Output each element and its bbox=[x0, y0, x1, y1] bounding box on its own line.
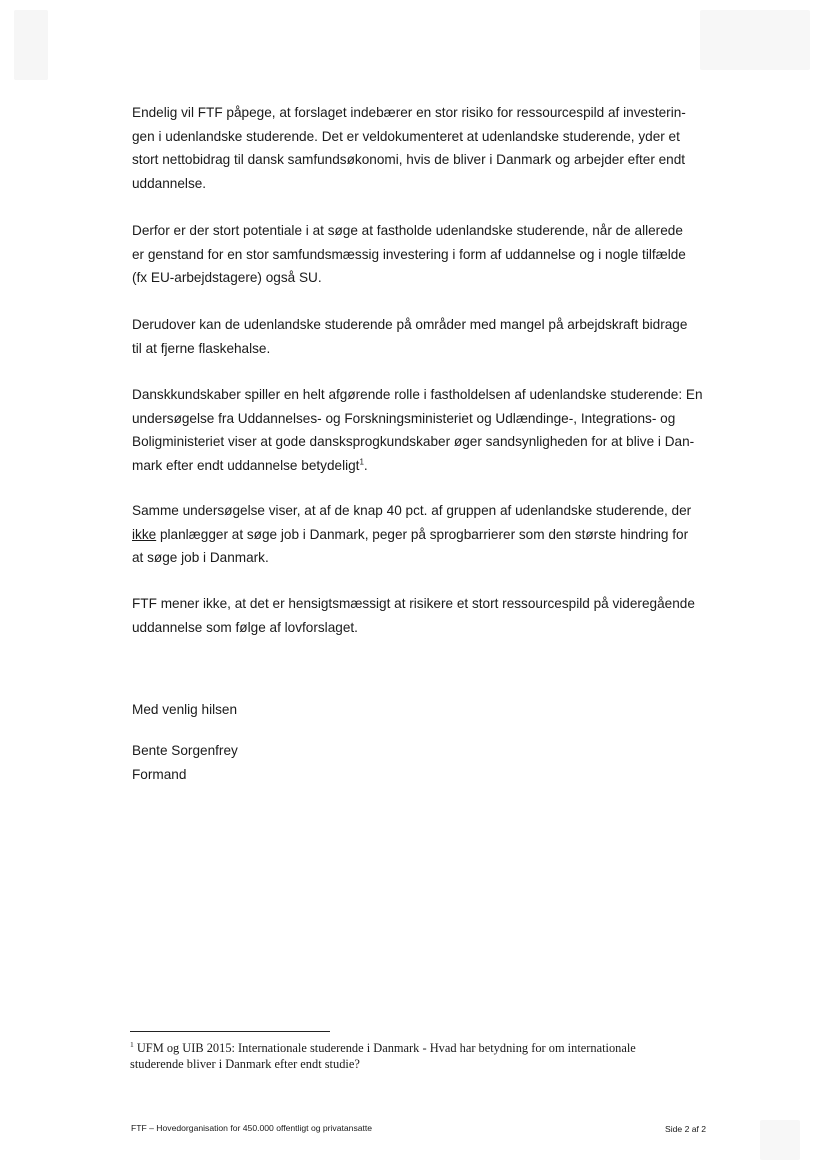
scan-artifact-top-right bbox=[700, 10, 810, 70]
text-fragment: planlægger at søge job i Danmark, peger på sprogbarrierer som den største hindring for bbox=[156, 526, 689, 542]
closing-greeting: Med venlig hilsen bbox=[132, 702, 238, 717]
footer-organization: FTF – Hovedorganisation for 450.000 offentligt og privatansatte bbox=[131, 1123, 373, 1133]
text-line: Derudover kan de udenlandske studerende på områder med mangel på arbejdskraft bidrage bbox=[132, 317, 688, 332]
text-line: (fx EU-arbejdstagere) også SU. bbox=[132, 270, 322, 286]
text-line: Endelig vil FTF påpege, at forslaget indebærer en stor risiko for ressourcespild af investerin- bbox=[132, 105, 686, 120]
text-line: FTF mener ikke, at det er hensigtsmæssigt at risikere et stort ressourcespild på videregående bbox=[132, 596, 695, 611]
signatory-name: Bente Sorgenfrey bbox=[132, 743, 238, 758]
text-line: stort nettobidrag til dansk samfundsøkonomi, hvis de bliver i Danmark og arbejder efter endt bbox=[132, 152, 686, 168]
scan-artifact-top-left bbox=[14, 10, 48, 80]
paragraph-conclusion bbox=[132, 592, 722, 639]
text-line bbox=[132, 454, 722, 478]
underlined-word: ikke bbox=[132, 526, 157, 542]
text-line: gen i udenlandske studerende. Det er veldokumenteret at udenlandske studerende, yder et bbox=[132, 128, 680, 144]
footnote-text: UFM og UIB 2015: Internationale studerende i Danmark - Hvad har betydning for om internationale bbox=[136, 1041, 636, 1055]
scan-artifact-bottom-right bbox=[760, 1120, 800, 1160]
footnote-line bbox=[130, 1040, 730, 1056]
footnote-line: studerende bliver i Danmark efter endt studie? bbox=[130, 1057, 360, 1071]
footnote-separator bbox=[130, 1031, 330, 1032]
text-line: Boligministeriet viser at gode dansksprogkundskaber øger sandsynligheden for at blive i Dan- bbox=[132, 434, 695, 450]
text-line: til at fjerne flaskehalse. bbox=[132, 340, 271, 356]
text-line: Derfor er der stort potentiale i at søge at fastholde udenlandske studerende, når de allerede bbox=[132, 223, 683, 238]
text-line: Danskkundskaber spiller en helt afgørende rolle i fastholdelsen af udenlandske studerende: En bbox=[132, 387, 703, 402]
footer-page-number: Side 2 af 2 bbox=[665, 1124, 707, 1134]
paragraph-language-barriers bbox=[132, 499, 722, 570]
paragraph-labour-shortage bbox=[132, 313, 722, 360]
text-fragment: mark efter endt uddannelse betydeligt bbox=[132, 457, 360, 473]
paragraph-resource-waste bbox=[132, 101, 722, 195]
text-line bbox=[132, 523, 722, 547]
text-line: uddannelse som følge af lovforslaget. bbox=[132, 619, 358, 635]
text-line: undersøgelse fra Uddannelses- og Forskningsministeriet og Udlændinge-, Integrations- og bbox=[132, 410, 676, 426]
paragraph-danish-skills bbox=[132, 383, 722, 477]
footnote-number: 1 bbox=[130, 1039, 134, 1049]
paragraph-retention-potential bbox=[132, 219, 722, 290]
footnote bbox=[130, 1040, 730, 1072]
footnote-reference: 1 bbox=[359, 457, 364, 467]
text-fragment: . bbox=[363, 457, 368, 473]
text-line: uddannelse. bbox=[132, 175, 207, 191]
text-line: at søge job i Danmark. bbox=[132, 550, 269, 566]
text-line: er genstand for en stor samfundsmæssig investering i form af uddannelse og i nogle tilfælde bbox=[132, 246, 686, 262]
signatory-title: Formand bbox=[132, 767, 187, 782]
text-line: Samme undersøgelse viser, at af de knap 40 pct. af gruppen af udenlandske studerende, der bbox=[132, 503, 692, 518]
